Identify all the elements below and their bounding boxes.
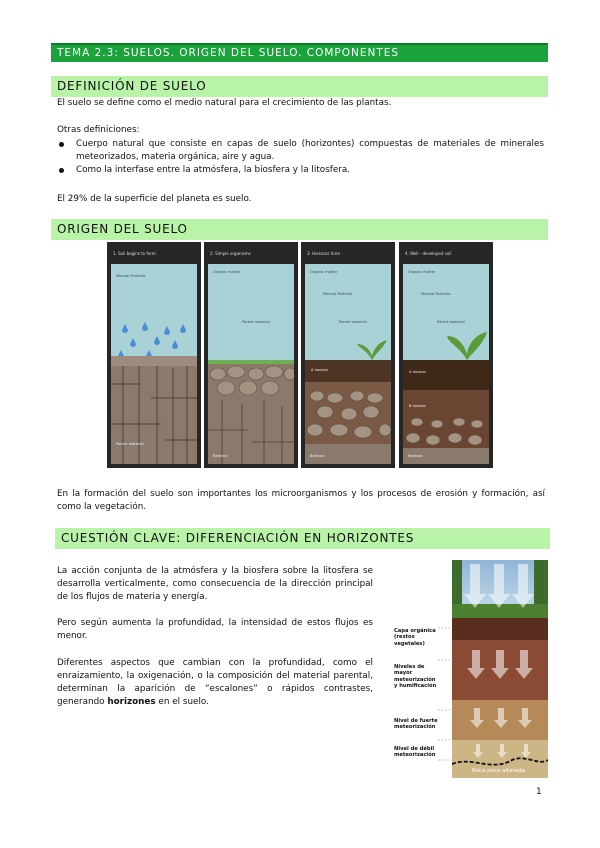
horizons-term: horizones [107,697,156,707]
panel-title: 2. Simple organisms [210,251,251,256]
panel-label: A horizon [311,368,328,372]
sky-area [208,264,294,360]
profile-label-2: Niveles de mayor meteorización y humificación [394,664,437,690]
paragraph-3-end: en el suelo. [155,697,209,707]
panel-label: Organic matter [213,270,241,274]
paragraph-1: La acción conjunta de la atmósfera y la biosfera sobre la litosfera se desarrolla verticalmente, como consecuencia de la dirección principal de los flujos de materia y energía. [57,566,373,602]
panel-label: B horizon [409,404,426,408]
paragraph-3-text: Diferentes aspectos que cambian con la profundidad, como el enraizamiento, la oxigenación, o la composición del material parental, determinan la aparición de “escalones” o rápidos contrastes, generando [57,658,373,707]
formation-panel-2 [204,242,298,468]
profile-label-3: Nivel de fuerte meteorización [394,718,438,731]
panel-label: Mineral Particles [116,274,146,278]
panel-label: Parent material [116,442,144,446]
definitions-list [57,138,544,177]
formation-panel-4 [399,242,493,468]
surface-fact: El 29% de la superficie del planeta es suelo. [57,194,252,204]
plant-icon [357,338,387,360]
soil-formation-illustration [107,242,493,468]
profile-label-1: Capa orgánica (restos vegetales) [394,628,436,647]
page-number: 1 [536,787,542,797]
plant-icon [447,330,487,360]
section-heading-horizontes: CUESTIÓN CLAVE: DIFERENCIACIÓN EN HORIZONTES [55,528,550,549]
panel-title: 1. Soil begins to form [113,251,156,256]
paragraph-2: Pero según aumenta la profundidad, la intensidad de estos flujos es menor. [57,618,373,641]
panel-label: Organic matter [310,270,338,274]
panel-label: Parent material [339,320,367,324]
list-item: Cuerpo natural que consiste en capas de suelo (horizontes) compuestas de materiales de minerales meteorizados, materia orgánica, aire y agua. [57,138,544,164]
formation-panel-3 [301,242,395,468]
bedrock-art [111,264,197,464]
panel-label: A horizon [409,370,426,374]
formation-caption: En la formación del suelo son importantes los microorganismos y los procesos de erosión y formación, así como la vegetación. [57,489,545,512]
definition-intro: El suelo se define como el medio natural para el crecimiento de las plantas. [57,98,392,108]
bracket-lines [394,560,454,780]
panel-label: Parent material [242,320,270,324]
panel-label: Bedrock [213,454,228,458]
panel-label: Bedrock [408,454,423,458]
soil-developed-art [403,360,489,464]
panel-title: 4. Well - developed soil [405,251,452,256]
panel-label: Bedrock [310,454,325,458]
list-item: Como la interfase entre la atmósfera, la biosfera y la litosfera. [57,164,544,177]
section-heading-origen: ORIGEN DEL SUELO [51,219,548,240]
section-heading-definicion: DEFINICIÓN DE SUELO [51,76,548,97]
soil-horizons-art [305,360,391,464]
paragraph-3 [57,657,373,709]
panel-label: Organic matter [408,270,436,274]
profile-label-4: Nivel de débil meteorización [394,746,436,759]
panel-label: Parent material [437,320,465,324]
profile-label-5: Roca poco alterada [472,768,526,774]
document-title: TEMA 2.3: SUELOS. ORIGEN DEL SUELO. COMPONENTES [51,43,548,62]
soil-profile-figure [394,560,544,780]
other-definitions-label: Otras definiciones: [57,125,140,135]
panel-label: Mineral Particles [421,292,451,296]
formation-panel-1 [107,242,201,468]
soil-profile-image [452,560,548,778]
panel-label: Mineral Particles [323,292,353,296]
panel-title: 3. Horizons form [307,251,341,256]
soil-rocks-art [208,360,294,464]
